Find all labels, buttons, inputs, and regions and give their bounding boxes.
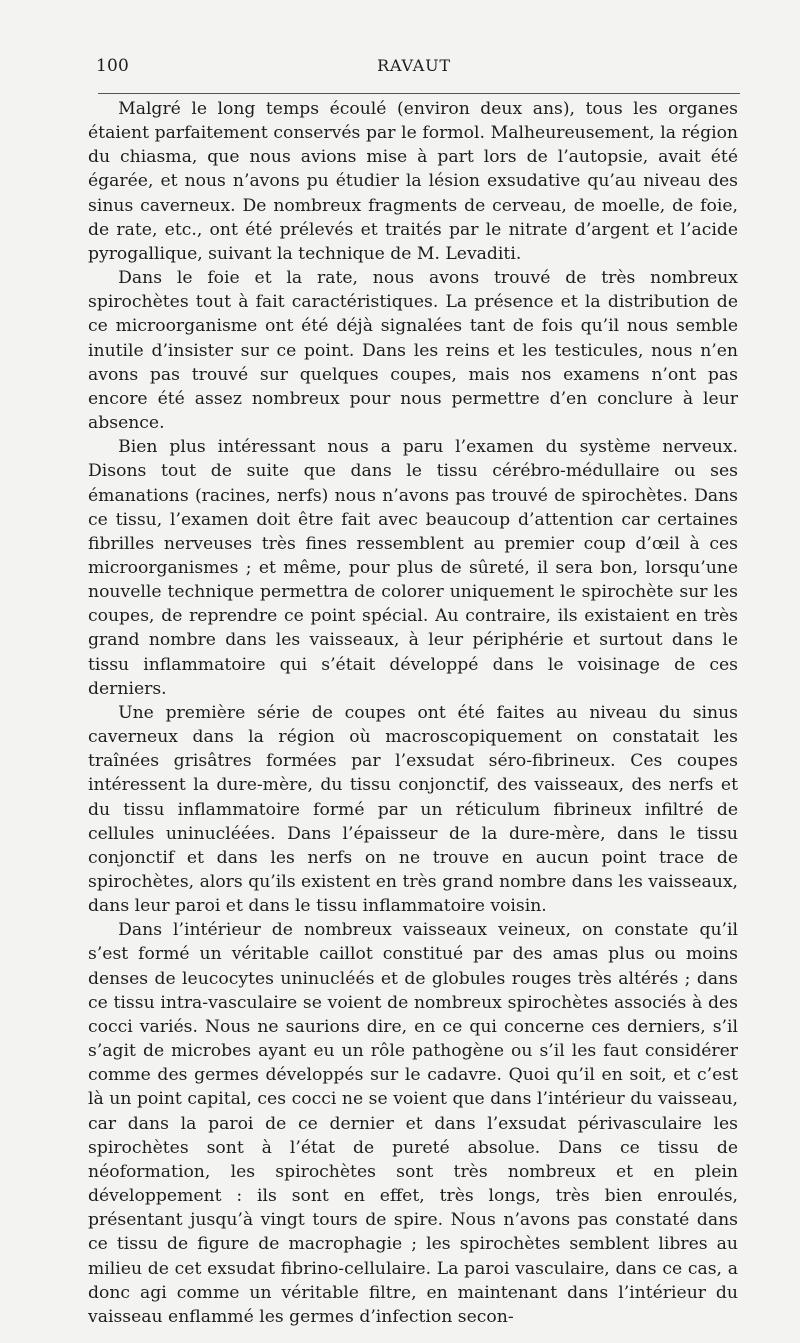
paragraph: Malgré le long temps écoulé (environ deux ans), tous les organes étaient parfaitement conservés par le formol. Malheureusement, la région du chiasma, que nous avions mise à part lors de l’autopsie, avait été égarée, et nous n’avons pu étudier la lésion exsudative qu’au niveau des sinus caverneux. De nombreux fragments de cerveau, de moelle, de foie, de rate, etc., ont été prélevés et traités par le nitrate d’argent et l’acide pyrogallique, suivant la technique de M. Levaditi.: [88, 99, 738, 264]
paragraph: Bien plus intéressant nous a paru l’examen du système nerveux. Disons tout de suite que dans le tissu cérébro-médullaire ou ses émanations (racines, nerfs) nous n’avons pas trouvé de spirochètes. Dans ce tissu, l’examen doit être fait avec beaucoup d’attention car certaines fibrilles nerveuses très fines ressemblent au premier coup d’œil à ces microorganismes ; et même, pour plus de sûreté, il sera bon, lorsqu’une nouvelle technique permettra de colorer uniquement le spirochète sur les coupes, de reprendre ce point spécial. Au contraire, ils existaient en très grand nombre dans les vaisseaux, à leur périphérie et surtout dans le tissu inflammatoire qui s’était développé dans le voisinage de ces derniers.: [88, 437, 738, 699]
paragraph: Une première série de coupes ont été faites au niveau du sinus caverneux dans la région où macroscopiquement on constatait les traînées grisâtres formées par l’exsudat séro-fibrineux. Ces coupes intéressent la dure-mère, du tissu conjonctif, des vaisseaux, des nerfs et du tissu inflammatoire formé par un réticulum fibrineux infiltré de cellules uninucléées. Dans l’épaisseur de la dure-mère, dans le tissu conjonctif et dans les nerfs on ne trouve en aucun point trace de spirochètes, alors qu’ils existent en très grand nombre dans les vaisseaux, dans leur paroi et dans le tissu inflammatoire voisin.: [88, 702, 738, 917]
header-rule: [98, 93, 740, 94]
paragraph: Dans le foie et la rate, nous avons trouvé de très nombreux spirochètes tout à fait caractéristiques. La présence et la distribution de ce microorganisme ont été déjà signalées tant de fois qu’il nous semble inutile d’insister sur ce point. Dans les reins et les testicules, nous n’en avons pas trouvé sur quelques coupes, mais nos examens n’ont pas encore été assez nombreux pour nous permettre d’en conclure à leur absence.: [88, 268, 738, 434]
page-number: 100: [96, 56, 130, 76]
body-text: [88, 97, 738, 1329]
page-header: [92, 56, 736, 86]
running-head: RAVAUT: [377, 56, 451, 75]
paragraph: Dans l’intérieur de nombreux vaisseaux veineux, on constate qu’il s’est formé un véritable caillot constitué par des amas plus ou moins denses de leucocytes uninucléés et de globules rouges très altérés ; dans ce tissu intra-vasculaire se voient de nombreux spirochètes associés à des cocci variés. Nous ne saurions dire, en ce qui concerne ces derniers, s’il s’agit de microbes ayant eu un rôle pathogène ou s’il les faut considérer comme des germes développés sur le cadavre. Quoi qu’il en soit, et c’est là un point capital, ces cocci ne se voient que dans l’intérieur du vaisseau, car dans la paroi de ce dernier et dans l’exsudat périvasculaire les spirochètes sont à l’état de pureté absolue. Dans ce tissu de néoformation, les spirochètes sont très nombreux et en plein développement : ils sont en effet, très longs, très bien enroulés, présentant jusqu’à vingt tours de spire. Nous n’avons pas constaté dans ce tissu de figure de macrophagie ; les spirochètes semblent libres au milieu de cet exsudat fibrino-cellulaire. La paroi vasculaire, dans ce cas, a donc agi comme un véritable filtre, en maintenant dans l’intérieur du vaisseau enflammé les germes d’infection secon-: [88, 920, 738, 1327]
